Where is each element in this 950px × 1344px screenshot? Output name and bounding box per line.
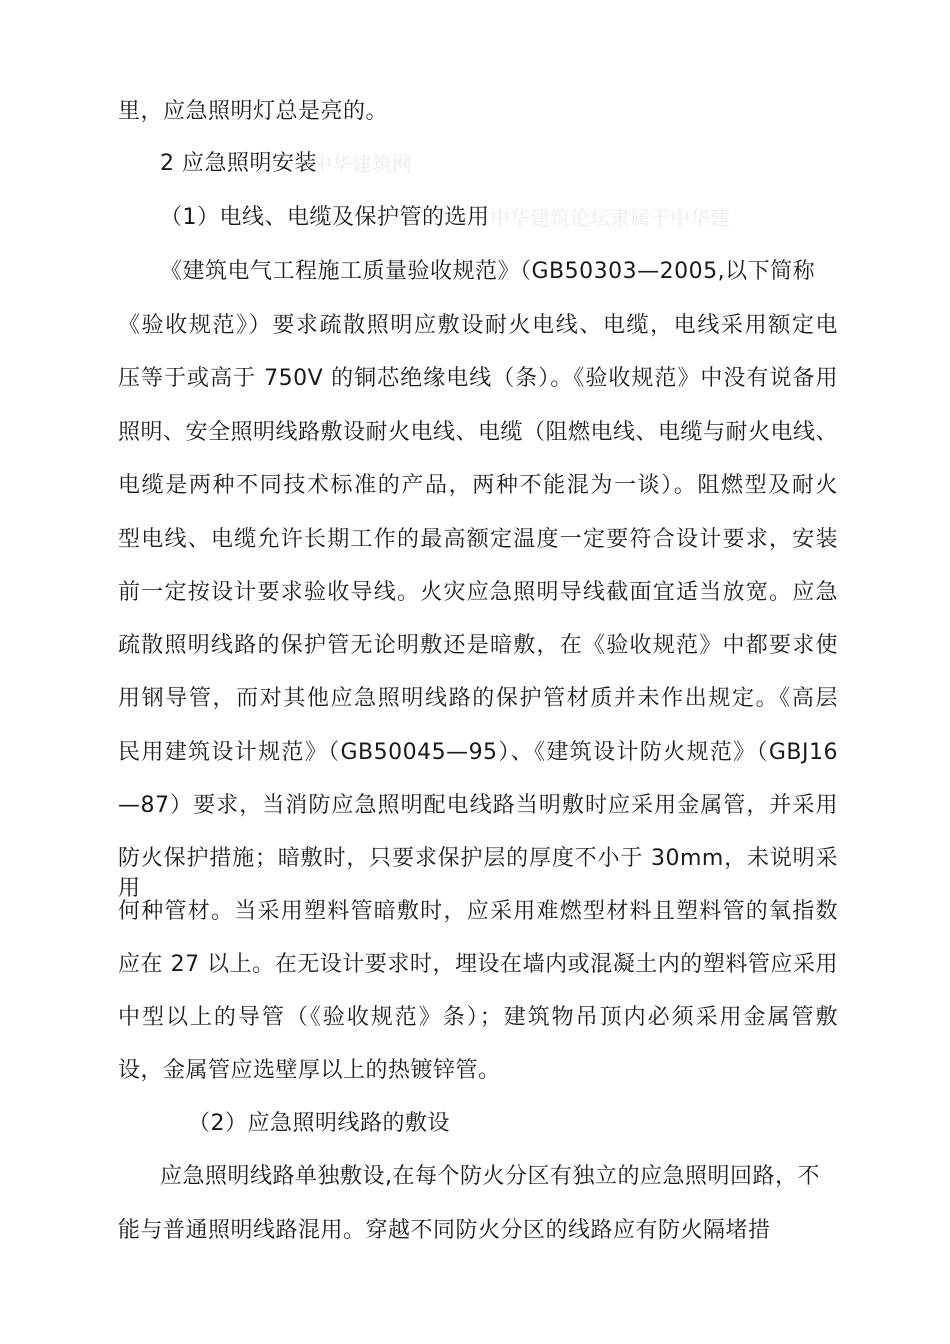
section-heading: 2 应急照明安装 (160, 151, 317, 176)
paragraph-line: 防火保护措施；暗敷时，只要求保护层的厚度不小于 30mm，未说明采用 (118, 846, 838, 901)
paragraph-line: 《验收规范》）要求疏散照明应敷设耐火电线、电缆，电线采用额定电 (118, 313, 838, 338)
paragraph-line: 应急照明线路单独敷设,在每个防火分区有独立的应急照明回路，不 (160, 1164, 820, 1189)
paragraph-line: 里，应急照明灯总是亮的。 (118, 99, 389, 124)
paragraph-line: 应在 27 以上。在无设计要求时，埋设在墙内或混凝土内的塑料管应采用 (118, 952, 838, 977)
paragraph-line: 疏散照明线路的保护管无论明敷还是暗敷，在《验收规范》中都要求使 (118, 633, 838, 658)
paragraph-line: 民用建筑设计规范》（GB50045—95）、《建筑设计防火规范》（GBJ16 (118, 740, 838, 765)
paragraph-line: 能与普通照明线路混用。穿越不同防火分区的线路应有防火隔堵措 (118, 1218, 771, 1243)
paragraph-line: 照明、安全照明线路敷设耐火电线、电缆（阻燃电线、电缆与耐火电线、 (118, 420, 839, 445)
paragraph-line: 用钢导管，而对其他应急照明线路的保护管材质并未作出规定。《高层 (118, 686, 838, 711)
paragraph-line: 中型以上的导管（《验收规范》条）；建筑物吊顶内必须采用金属管敷 (118, 1005, 838, 1030)
paragraph-line: 压等于或高于 750V 的铜芯绝缘电线（条）。《验收规范》中没有说备用 (118, 366, 838, 391)
paragraph-line: 电缆是两种不同技术标准的产品，两种不能混为一谈）。阻燃型及耐火 (118, 473, 838, 498)
paragraph-line: 何种管材。当采用塑料管暗敷时，应采用难燃型材料且塑料管的氧指数 (118, 899, 838, 924)
subsection-heading: （2）应急照明线路的敷设 (188, 1111, 450, 1136)
paragraph-line: 设，金属管应选壁厚以上的热镀锌管。 (118, 1058, 501, 1083)
paragraph-line: 型电线、电缆允许长期工作的最高额定温度一定要符合设计要求，安装 (118, 527, 838, 552)
watermark-text: 中华建筑网 (312, 152, 412, 176)
watermark-text: 中华建筑论坛隶属于中华建 (490, 206, 730, 230)
paragraph-line: 前一定按设计要求验收导线。火灾应急照明导线截面宜适当放宽。应急 (118, 580, 838, 605)
subsection-heading: （1）电线、电缆及保护管的选用 (160, 205, 490, 230)
paragraph-line: 《建筑电气工程施工质量验收规范》（GB50303—2005,以下简称 (160, 259, 816, 284)
paragraph-line: —87）要求，当消防应急照明配电线路当明敷时应采用金属管，并采用 (118, 793, 838, 818)
